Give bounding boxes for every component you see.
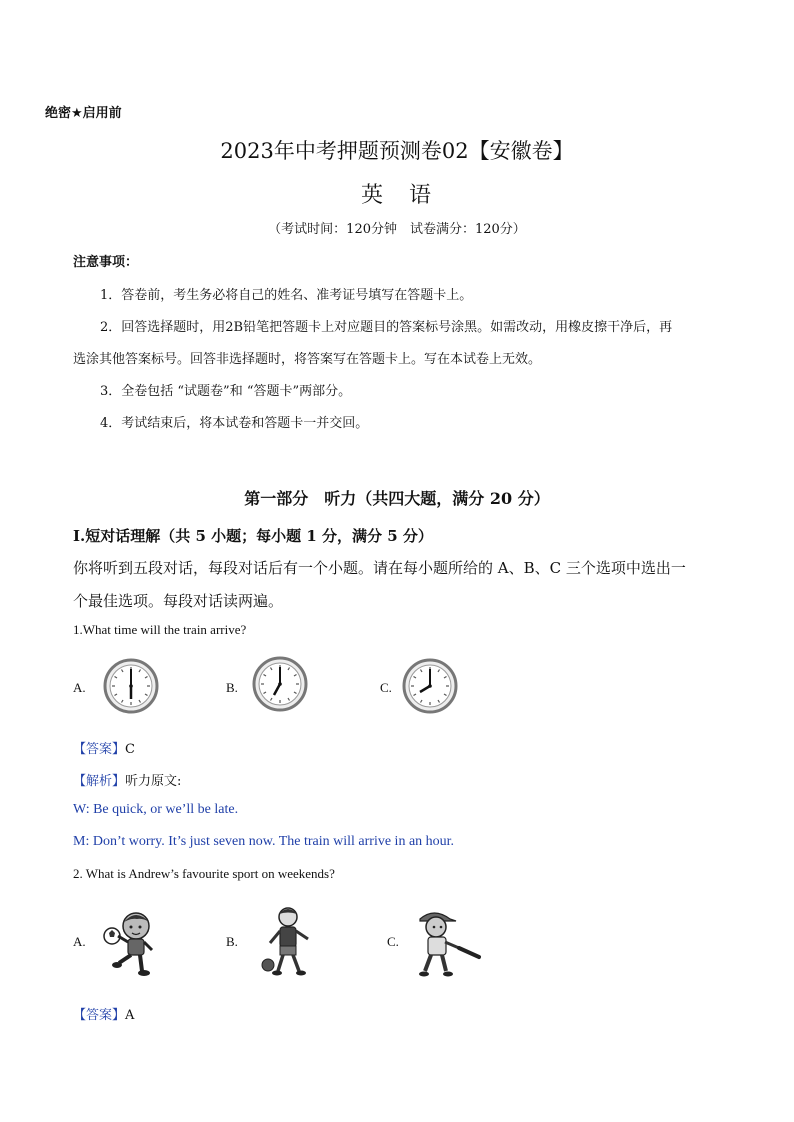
baseball-player-icon (412, 907, 482, 979)
q2-answer (73, 1004, 134, 1023)
basketball-player-icon (256, 905, 316, 977)
notice-item-1: 1．答卷前，考生务必将自己的姓名、准考证号填写在答题卡上。 (100, 288, 473, 303)
notice-item-2-cont: 选涂其他答案标号。回答非选择题时，将答案写在答题卡上。写在本试卷上无效。 (73, 352, 542, 367)
section-title: Ⅰ.短对话理解（共 5 小题；每小题 1 分，满分 5 分） (73, 527, 433, 545)
q2-option-c-label: C. (387, 934, 399, 949)
confidential-mark: 绝密★启用前 (45, 106, 122, 121)
clock-6-icon (103, 657, 159, 715)
analysis-label: 【解析】 (73, 774, 126, 789)
question-1-stem: 1.What time will the train arrive? (73, 622, 247, 637)
q1-option-b-label: B. (226, 680, 238, 695)
q2-option-b-label: B. (226, 934, 238, 949)
clock-8-icon (402, 657, 458, 715)
notice-heading: 注意事项： (73, 255, 139, 270)
instructions-line-2: 个最佳选项。每段对话读两遍。 (73, 592, 284, 610)
notice-item-3: 3．全卷包括 “试题卷”和 “答题卡”两部分。 (100, 384, 352, 399)
answer-value: C (125, 742, 135, 757)
answer-value: A (125, 1008, 135, 1023)
transcript-line-2: M: Don’t worry. It’s just seven now. The train will arrive in an hour. (73, 834, 455, 849)
transcript-line-1: W: Be quick, or we’ll be late. (73, 802, 239, 817)
exam-title: 2023年中考押题预测卷02【安徽卷】 (220, 139, 574, 163)
notice-item-4: 4．考试结束后，将本试卷和答题卡一并交回。 (100, 416, 369, 431)
question-2-stem: 2. What is Andrew’s favourite sport on weekends? (73, 866, 335, 881)
exam-time-info: （考试时间：120分钟 试卷满分：120分） (268, 222, 526, 237)
answer-label: 【答案】 (73, 1008, 126, 1023)
answer-label: 【答案】 (73, 742, 126, 757)
clock-7-icon (252, 655, 308, 713)
notice-item-2: 2．回答选择题时，用2B铅笔把答题卡上对应题目的答案标号涂黑。如需改动，用橡皮擦干净后，再 (100, 320, 673, 335)
instructions-line-1: 你将听到五段对话，每段对话后有一个小题。请在每小题所给的 A、B、C 三个选项中选出一 (73, 559, 686, 577)
q1-option-c-label: C. (380, 680, 392, 695)
q1-answer (73, 738, 135, 757)
q1-analysis (73, 770, 181, 789)
q2-option-a-label: A. (73, 934, 86, 949)
q1-option-a-label: A. (73, 680, 86, 695)
soccer-player-icon (100, 908, 160, 978)
analysis-text: 听力原文: (125, 774, 182, 789)
subject-title: 英 语 (360, 183, 433, 208)
part-title: 第一部分 听力（共四大题，满分 20 分） (244, 489, 550, 508)
